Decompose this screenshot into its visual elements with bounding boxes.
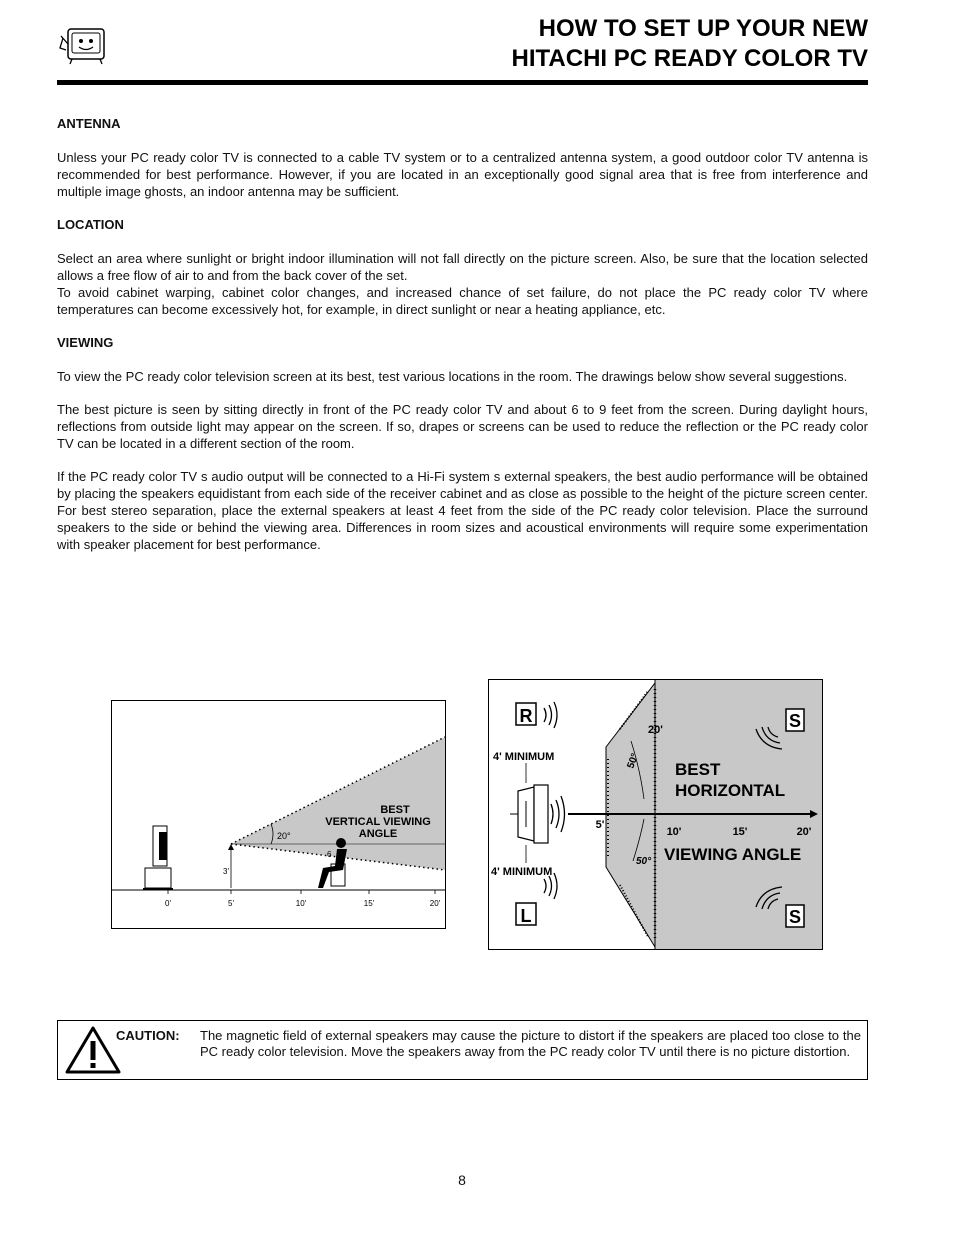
tv-mascot-icon — [58, 26, 108, 66]
antenna-paragraph: Unless your PC ready color TV is connected to a cable TV system or to a centralized antenna system, a good outdoor color TV antenna is recommended for best performance. However, if you are located in an exceptionally good signal area that is free from interference and multiple image ghosts, an indoor antenna may be sufficient. — [57, 150, 868, 199]
horizontal-viewing-diagram — [488, 679, 824, 951]
vertical-label-2: VERTICAL VIEWING — [325, 816, 431, 828]
vertical-label-3: ANGLE — [358, 828, 398, 840]
left-speaker-label: L — [520, 906, 532, 926]
header-rule — [57, 80, 868, 85]
top-angle-value: 50° — [625, 752, 641, 771]
page-number: 8 — [458, 1172, 466, 1188]
viewing-section — [57, 335, 868, 553]
horizontal-tick-label: 10' — [666, 826, 682, 838]
location-heading: LOCATION — [57, 217, 124, 232]
horizontal-tick-label: 20' — [796, 826, 812, 838]
surround-speaker-bottom-label: S — [788, 907, 802, 927]
surround-speaker-top-label: S — [788, 711, 802, 731]
vertical-tick-label: 5' — [228, 899, 234, 908]
horizontal-tick-label: 5' — [595, 819, 605, 831]
horizontal-tick-label: 15' — [732, 826, 748, 838]
top-minimum-label: 4' MINIMUM — [493, 751, 555, 763]
horizontal-label-1: BEST — [675, 760, 721, 779]
warning-triangle-icon — [64, 1025, 122, 1075]
bottom-angle-value: 50° — [636, 856, 652, 867]
page-title — [512, 14, 868, 74]
vertical-viewing-diagram — [111, 700, 447, 930]
viewing-paragraph-3: If the PC ready color TV s audio output will be connected to a Hi-Fi system s external speakers, the best audio performance will be obtained by placing the speakers equidistant from each side of the receiver cabinet and as close as possible to the height of the picture screen center. For best stereo separation, place the external speakers at least 4 feet from the side of the PC ready color television. Place the surround speakers to the side or behind the viewing area. Differences in room sizes and acoustical environments will require some experimentation with speaker placement for best performance. — [57, 469, 868, 552]
bottom-minimum-label: 4' MINIMUM — [491, 866, 553, 878]
viewing-paragraph-2: The best picture is seen by sitting directly in front of the PC ready color TV and about 6 to 9 feet from the screen. During daylight hours, reflections from outside light may appear on the screen. If so, drapes or screens can be used to reduce the reflection or the PC ready color TV can be located in a different section of the room. — [57, 402, 868, 451]
top-distance-label: 20' — [648, 724, 663, 736]
location-paragraph-1: Select an area where sunlight or bright indoor illumination will not fall directly on the picture screen. Also, be sure that the location selected allows a free flow of air to and from the back cover of the set. — [57, 251, 868, 283]
height-label: 3' — [223, 867, 229, 876]
viewing-heading: VIEWING — [57, 335, 114, 350]
horizontal-label-2: HORIZONTAL — [675, 781, 786, 800]
vertical-tick-label: 20' — [429, 899, 441, 908]
antenna-heading: ANTENNA — [57, 116, 121, 131]
vertical-label-1: BEST — [380, 804, 410, 816]
title-line-2: HITACHI PC READY COLOR TV — [511, 45, 868, 72]
caution-text: The magnetic field of external speakers may cause the picture to distort if the speakers are placed too close to the PC ready color television. Move the speakers away from the PC ready color TV until there is no picture distortion. — [200, 1028, 861, 1059]
vertical-tick-label: 15' — [363, 899, 375, 908]
title-line-1: HOW TO SET UP YOUR NEW — [538, 15, 868, 42]
location-section — [57, 217, 868, 318]
caution-box — [57, 1020, 868, 1080]
location-paragraph-2: To avoid cabinet warping, cabinet color changes, and increased chance of set failure, do not place the PC ready color TV where temperatures can become excessively hot, for example, in direct sunlight or near a heating appliance, etc. — [57, 285, 868, 317]
caution-label: CAUTION: — [116, 1028, 180, 1043]
right-speaker-label: R — [519, 706, 533, 726]
viewing-paragraph-1: To view the PC ready color television screen at its best, test various locations in the room. The drawings below show several suggestions. — [57, 369, 848, 384]
vertical-tick-label: 0' — [165, 899, 171, 908]
horizontal-label-3: VIEWING ANGLE — [664, 845, 802, 864]
antenna-section — [57, 116, 868, 200]
vertical-angle-value: 20° — [277, 831, 291, 841]
vertical-tick-label: 10' — [295, 899, 307, 908]
vertical-marker: 6 — [327, 850, 332, 859]
